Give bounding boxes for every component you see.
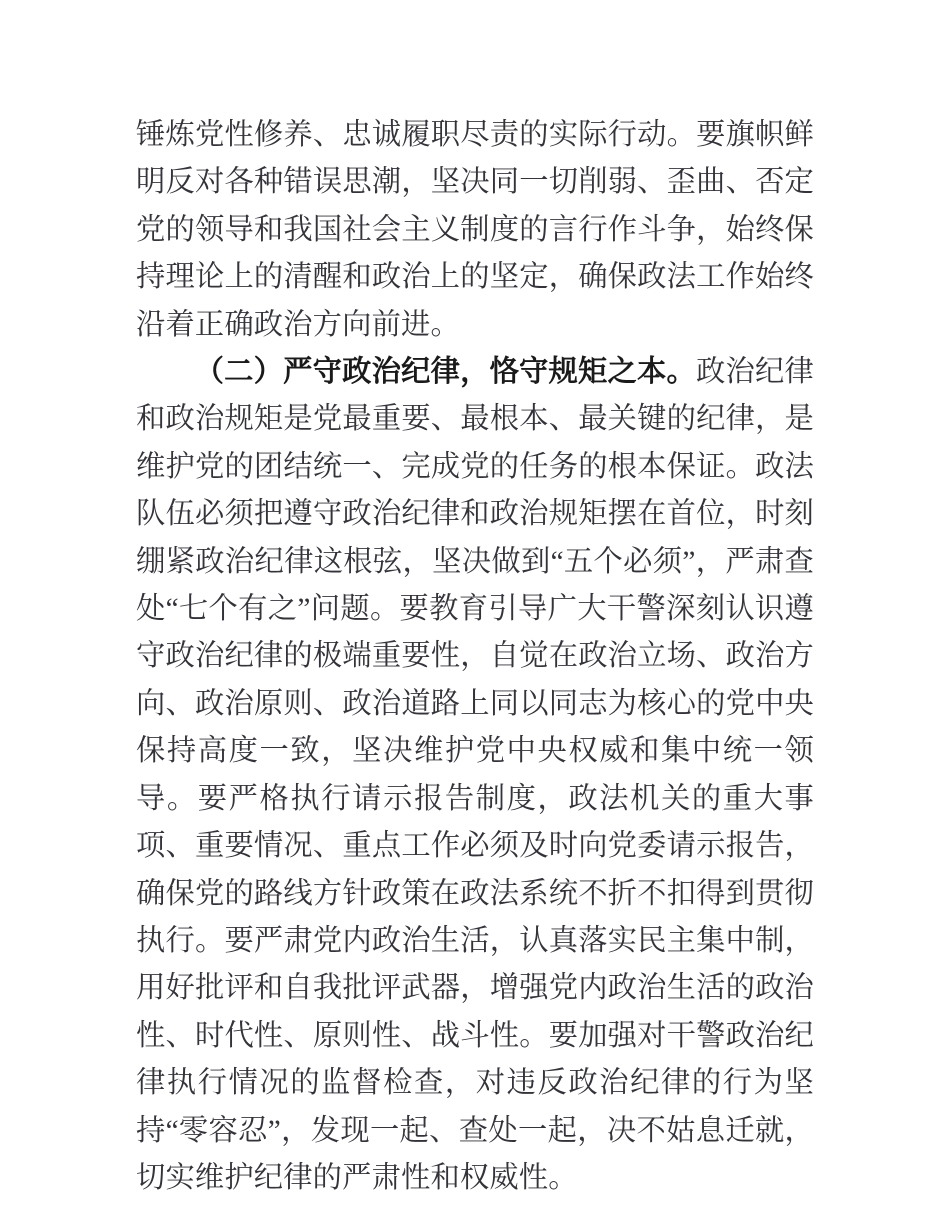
section-heading-two: （二）严守政治纪律，恪守规矩之本。 (194, 356, 697, 389)
paragraph-section-two (136, 349, 814, 1202)
paragraph-section-two-body: 政治纪律和政治规矩是党最重要、最根本、最关键的纪律，是维护党的团结统一、完成党的任务的根本保证。政法队伍必须把遵守政治纪律和政治规矩摆在首位，时刻绷紧政治纪律这根弦，坚决做到“五个必须”，严肃查处“七个有之”问题。要教育引导广大干警深刻认识遵守政治纪律的极端重要性，自觉在政治立场、政治方向、政治原则、政治道路上同以同志为核心的党中央保持高度一致，坚决维护党中央权威和集中统一领导。要严格执行请示报告制度，政法机关的重大事项、重要情况、重点工作必须及时向党委请示报告，确保党的路线方针政策在政法系统不折不扣得到贯彻执行。要严肃党内政治生活，认真落实民主集中制，用好批评和自我批评武器，增强党内政治生活的政治性、时代性、原则性、战斗性。要加强对干警政治纪律执行情况的监督检查，对违反政治纪律的行为坚持“零容忍”，发现一起、查处一起，决不姑息迁就，切实维护纪律的严肃性和权威性。 (136, 356, 814, 1194)
paragraph-continuation (136, 112, 814, 349)
paragraph-continuation-text: 锤炼党性修养、忠诚履职尽责的实际行动。要旗帜鲜明反对各种错误思潮，坚决同一切削弱、歪曲、否定党的领导和我国社会主义制度的言行作斗争，始终保持理论上的清醒和政治上的坚定，确保政法工作始终沿着正确政治方向前进。 (136, 119, 814, 341)
document-text-column (136, 112, 814, 1202)
